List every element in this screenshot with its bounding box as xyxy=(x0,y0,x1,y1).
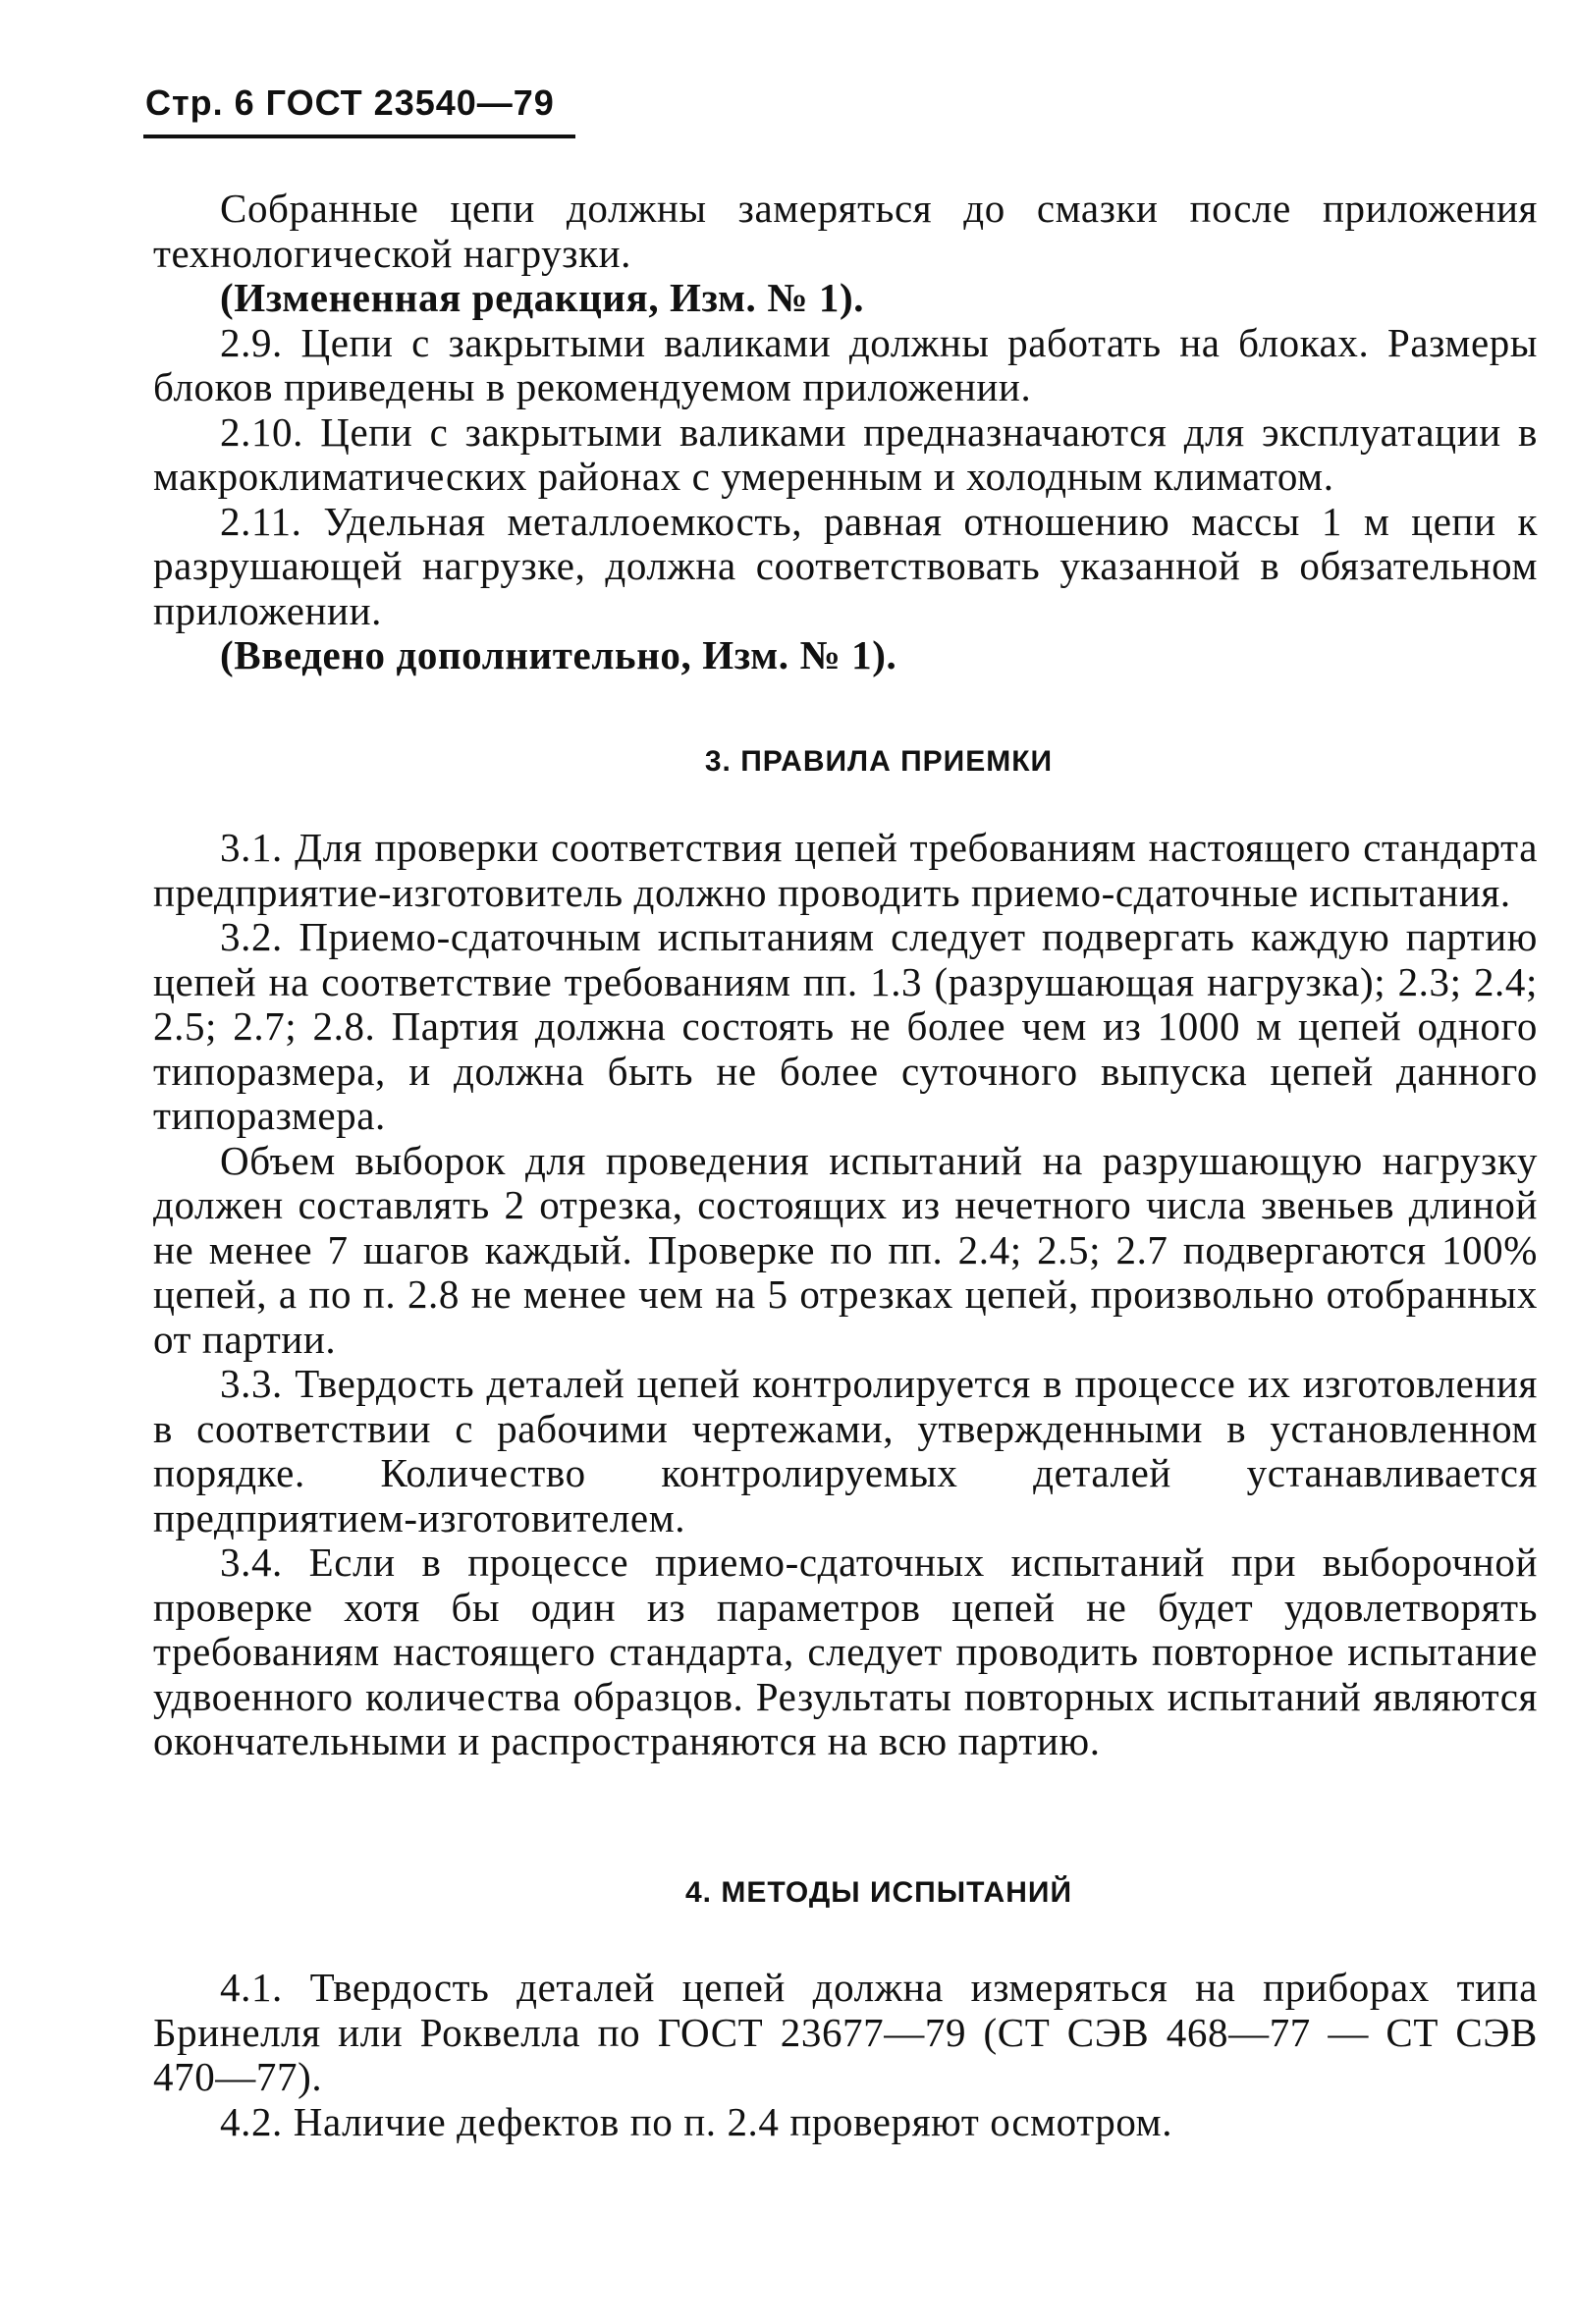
header-rule xyxy=(143,135,575,138)
paragraph-3-4: 3.4. Если в процессе приемо-сдаточных испытаний при выборочной проверке хотя бы один из параметров цепей не будет удовлетворять требованиям настоящего стандарта, следует проводить повторное испытание удвоенного количества образцов. Результаты повторных испытаний являются окончательными и распространяются на всю партию. xyxy=(153,1540,1538,1763)
paragraph-4-2: 4.2. Наличие дефектов по п. 2.4 проверяют осмотром. xyxy=(220,2098,1173,2144)
paragraph-3-2: 3.2. Приемо-сдаточным испытаниям следует подвергать каждую партию цепей на соответствие требованиям пп. 1.3 (разрушающая нагрузка); 2.3; 2.4; 2.5; 2.7; 2.8. Партия должна состоять не более чем из 1000 м цепей одного типоразмера, и должна быть не более суточного выпуска цепей данного типоразмера. xyxy=(153,914,1538,1138)
section-3-heading: 3. ПРАВИЛА ПРИЕМКИ xyxy=(704,744,1054,778)
page-header: Стр. 6 ГОСТ 23540—79 xyxy=(145,82,555,123)
paragraph-2-11: 2.11. Удельная металлоемкость, равная отношению массы 1 м цепи к разрушающей нагрузке, должна соответствовать указанной в обязательном приложении. xyxy=(153,498,1538,633)
document-body xyxy=(153,187,1538,2144)
section-4-heading: 4. МЕТОДЫ ИСПЫТАНИЙ xyxy=(685,1875,1072,1909)
paragraph-3-1: 3.1. Для проверки соответствия цепей требованиям настоящего стандарта предприятие-изготовитель должно проводить приемо-сдаточные испытания. xyxy=(153,825,1538,915)
amendment-note-1: (Измененная редакция, Изм. № 1). xyxy=(220,275,865,320)
paragraph-3-3: 3.3. Твердость деталей цепей контролируется в процессе их изготовления в соответствии с рабочими чертежами, утвержденными в установленном порядке. Количество контролируемых деталей устанавливается предприятием-изготовителем. xyxy=(153,1361,1538,1540)
paragraph-3-2-sampling: Объем выборок для проведения испытаний на разрушающую нагрузку должен составлять 2 отрезка, состоящих из нечетного числа звеньев длиной не менее 7 шагов каждый. Проверке по пп. 2.4; 2.5; 2.7 подвергаются 100% цепей, а по п. 2.8 не менее чем на 5 отрезках цепей, произвольно отобранных от партии. xyxy=(153,1137,1538,1362)
paragraph-2-10: 2.10. Цепи с закрытыми валиками предназначаются для эксплуатации в макроклиматических районах с умеренным и холодным климатом. xyxy=(153,408,1538,499)
paragraph-4-1: 4.1. Твердость деталей цепей должна измеряться на приборах типа Бринелля или Роквелла по ГОСТ 23677—79 (СТ СЭВ 468—77 — СТ СЭВ 470—77). xyxy=(153,1965,1538,2099)
paragraph-assembled-chains: Собранные цепи должны замеряться до смазки после приложения технологической нагрузки. xyxy=(153,186,1538,276)
paragraph-2-9: 2.9. Цепи с закрытыми валиками должны работать на блоках. Размеры блоков приведены в рекомендуемом приложении. xyxy=(153,319,1538,409)
amendment-note-2: (Введено дополнительно, Изм. № 1). xyxy=(220,632,897,677)
